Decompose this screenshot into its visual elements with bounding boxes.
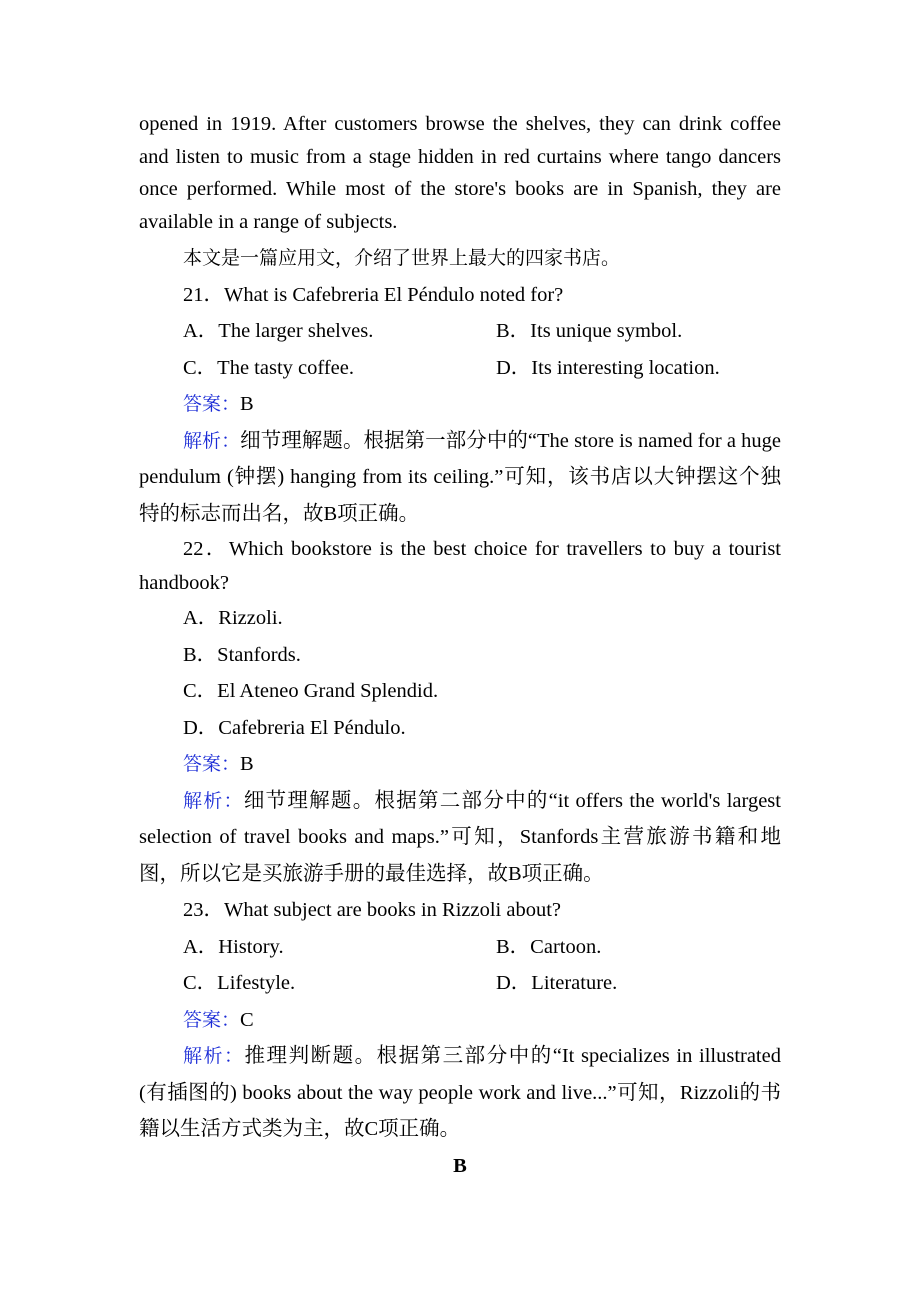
q21-option-b: B．Its unique symbol. [496, 320, 683, 342]
q23-options-row-2 [139, 965, 781, 1002]
q21-option-a: A．The larger shelves. [183, 320, 374, 342]
q23-option-b: B．Cartoon. [496, 935, 602, 958]
q23-answer [139, 1002, 781, 1039]
q22-answer-value: B [240, 753, 254, 775]
q23-options-row-1 [139, 929, 781, 966]
q22-option-d: D．Cafebreria El Péndulo. [183, 716, 406, 739]
document-page [139, 108, 781, 1184]
q21-options-row-2 [139, 350, 781, 387]
answer-label: 答案： [183, 753, 241, 775]
q21-analysis-text: 细节理解题。根据第一部分中的“The store is named for a huge pendulum (钟摆) hanging from its ceiling.”可知，该书店以大钟摆这个独特的标志而出名，故B项正确。 [139, 429, 781, 525]
answer-label: 答案： [183, 1008, 241, 1031]
q23-answer-value: C [240, 1008, 254, 1031]
analysis-label: 解析： [183, 1045, 245, 1067]
q21-option-d: D．Its interesting location. [496, 356, 720, 379]
q21-answer-value: B [240, 393, 254, 415]
passage-tail: opened in 1919. After customers browse the shelves, they can drink coffee and listen to music from a stage hidden in red curtains where tango dancers once performed. While most of the store's books are in Spanish, they are available in a range of subjects. [139, 113, 781, 233]
q22-answer [139, 746, 781, 783]
q21-analysis [139, 423, 781, 533]
section-heading: B [453, 1154, 467, 1177]
q22-option-b: B．Stanfords. [183, 643, 301, 666]
q23-analysis [139, 1038, 781, 1148]
q22-question: 22．Which bookstore is the best choice for travellers to buy a tourist handbook? [139, 538, 781, 594]
q21-question: 21．What is Cafebreria El Péndulo noted for? [183, 283, 564, 306]
q23-option-d: D．Literature. [496, 972, 618, 994]
q23-option-c: C．Lifestyle. [183, 972, 296, 994]
passage-summary: 本文是一篇应用文，介绍了世界上最大的四家书店。 [183, 247, 621, 269]
q22-analysis [139, 783, 781, 893]
q23-option-a: A．History. [183, 935, 284, 958]
q22-option-a: A．Rizzoli. [183, 607, 283, 629]
q23-question: 23．What subject are books in Rizzoli about? [183, 899, 562, 921]
q21-options-row-1 [139, 313, 781, 350]
analysis-label: 解析： [183, 789, 244, 812]
analysis-label: 解析： [183, 429, 241, 452]
q22-option-c: C．El Ateneo Grand Splendid. [183, 680, 439, 702]
q23-analysis-text: 推理判断题。根据第三部分中的“It specializes in illustrated (有插图的) books about the way people work and live...”可知，Rizzoli的书籍以生活方式类为主，故C项正确。 [139, 1045, 781, 1140]
q21-answer [139, 386, 781, 423]
q21-option-c: C．The tasty coffee. [183, 356, 354, 379]
answer-label: 答案： [183, 393, 241, 415]
q22-analysis-text: 细节理解题。根据第二部分中的“it offers the world's largest selection of travel books and maps.”可知，Stanfords主营旅游书籍和地图，所以它是买旅游手册的最佳选择，故B项正确。 [139, 789, 781, 885]
